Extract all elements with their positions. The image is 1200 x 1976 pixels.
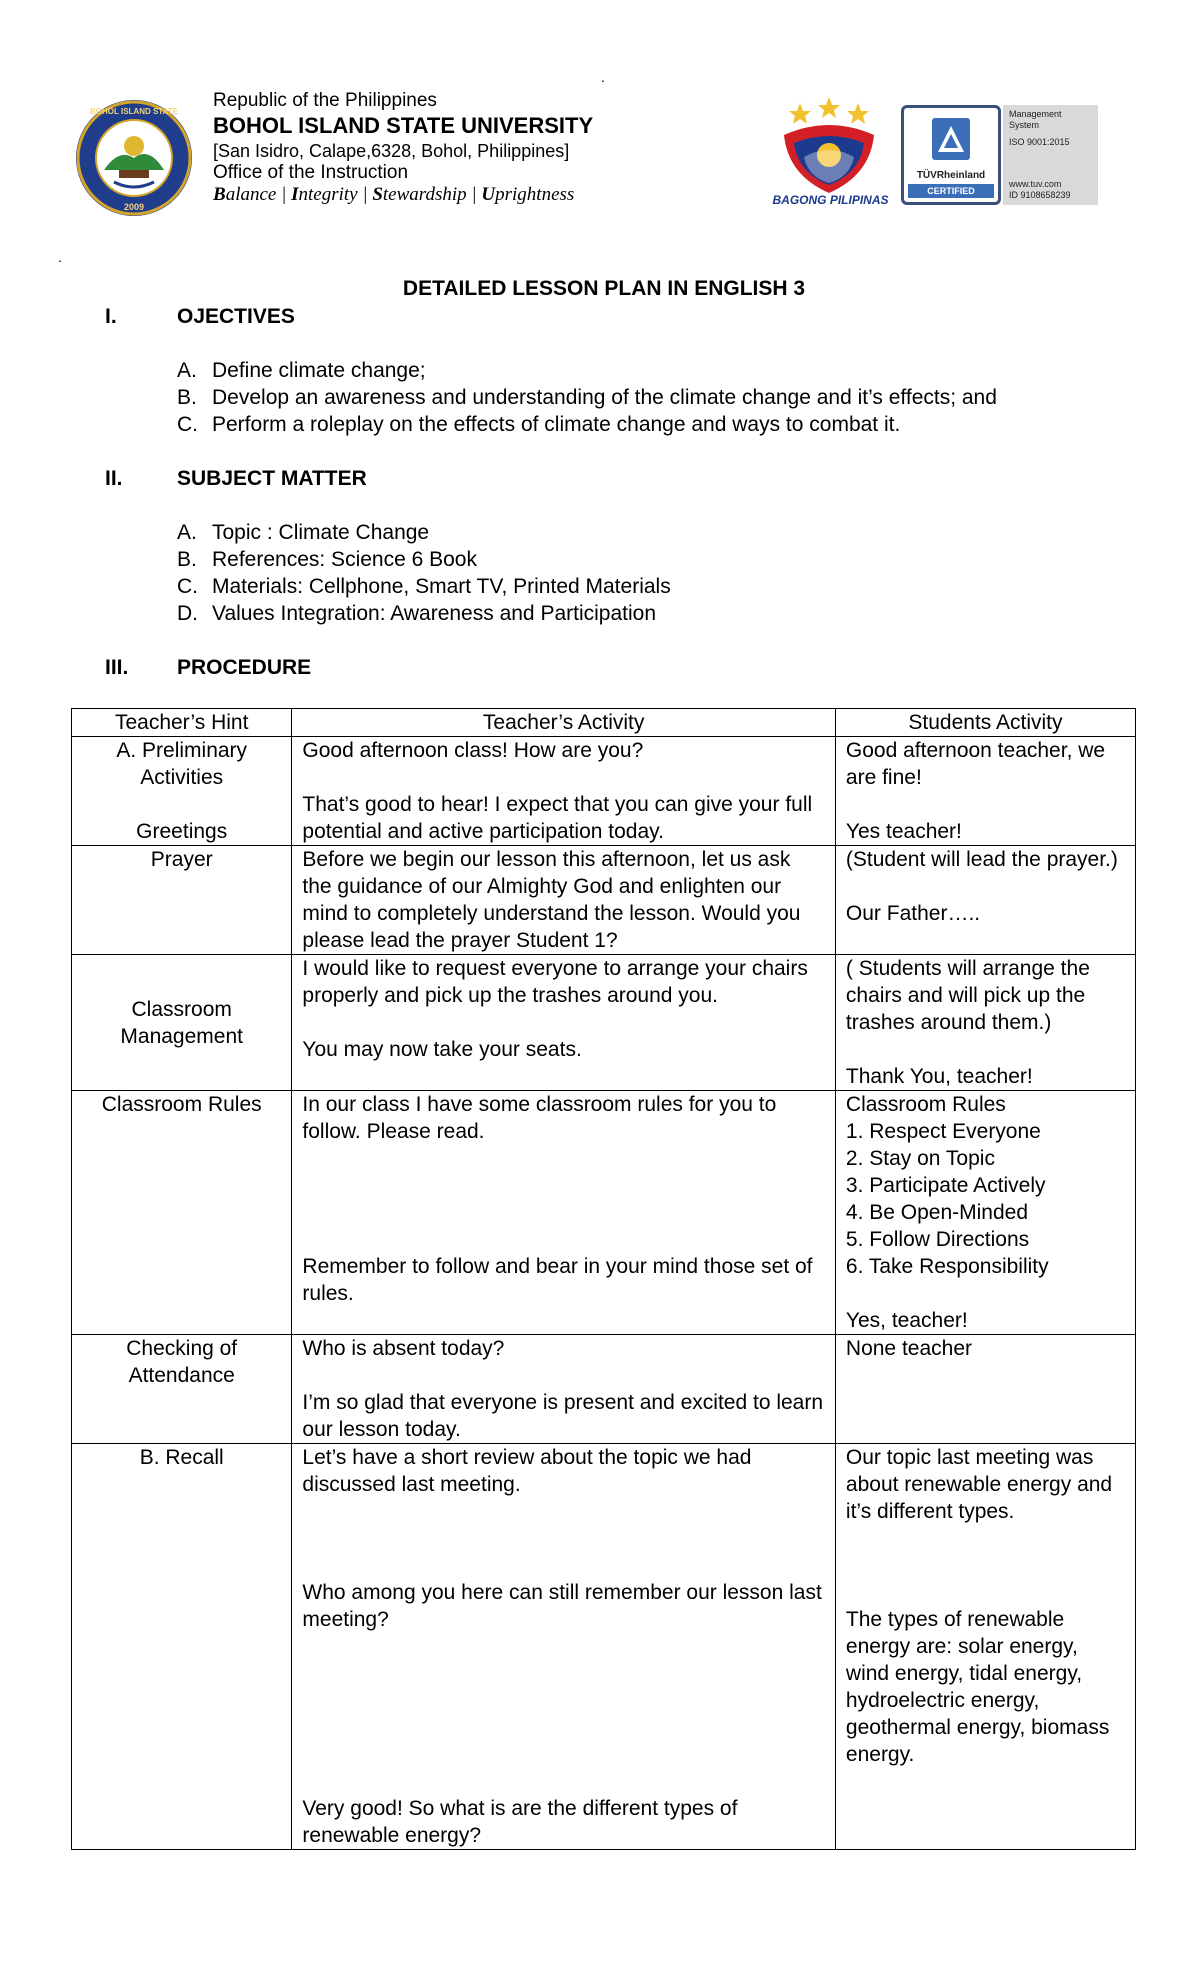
column-header-teacher: Teacher’s Activity	[292, 709, 836, 737]
bagong-pilipinas-label: BAGONG PILIPINAS	[772, 193, 889, 207]
procedure-title: PROCEDURE	[177, 656, 312, 679]
teacher-activity-attendance: Who is absent today? I’m so glad that everyone is present and excited to learn our lesson today.	[292, 1335, 836, 1444]
student-activity-greetings: Good afternoon teacher, we are fine! Yes teacher!	[835, 737, 1135, 846]
objectives-list	[177, 357, 997, 438]
objectives-title: OJECTIVES	[177, 305, 295, 328]
subject-matter-number: II.	[105, 467, 123, 490]
teacher-activity-prayer: Before we begin our lesson this afternoon, let us ask the guidance of our Almighty God and enlighten our mind to completely understand the lesson. Would you please lead the prayer Student 1?	[292, 846, 836, 955]
list-item: 2. Stay on Topic	[845, 1147, 995, 1170]
table-header-row	[72, 709, 1136, 737]
list-item: 1. Respect Everyone	[845, 1120, 1041, 1143]
hint-greetings: A. Preliminary Activities Greetings	[72, 737, 292, 846]
university-seal-logo	[74, 98, 194, 218]
student-activity-attendance: None teacher	[835, 1335, 1135, 1444]
teacher-activity-greetings: Good afternoon class! How are you? That’s good to hear! I expect that you can give your full potential and active participation today.	[292, 737, 836, 846]
stray-mark-left: .	[58, 249, 62, 265]
list-item: C. Perform a roleplay on the effects of climate change and ways to combat it.	[177, 413, 901, 436]
tuv-triangle-icon	[904, 108, 998, 170]
list-item: D. Values Integration: Awareness and Participation	[177, 602, 657, 625]
table-row-attendance	[72, 1335, 1136, 1444]
iso-info-panel	[1003, 105, 1098, 205]
tuv-id: ID 9108658239	[1009, 190, 1071, 200]
table-row-prayer	[72, 846, 1136, 955]
hint-prayer: Prayer	[72, 846, 292, 955]
hint-rules: Classroom Rules	[72, 1091, 292, 1335]
list-item: 6. Take Responsibility	[845, 1255, 1049, 1278]
student-activity-recall: Our topic last meeting was about renewable energy and it’s different types. The types of renewable energy are: solar energy, wind energy, tidal energy, hydroelectric energy, geothermal energy, biomass energy.	[835, 1444, 1135, 1850]
tuv-certified-badge	[901, 105, 1001, 205]
office-line: Office of the Instruction	[213, 162, 409, 183]
table-row-greetings	[72, 737, 1136, 846]
bagong-pilipinas-logo	[770, 95, 888, 207]
teacher-activity-recall: Let’s have a short review about the topic we had discussed last meeting. Who among you here can still remember our lesson last meeting? Very good! So what is are the different types of renewable energy?	[292, 1444, 836, 1850]
svg-text:2009: 2009	[123, 202, 145, 212]
lesson-plan-title: DETAILED LESSON PLAN IN ENGLISH 3	[402, 277, 806, 300]
procedure-table	[71, 708, 1136, 1850]
list-item: A. Define climate change;	[177, 359, 426, 382]
stray-mark-top: .	[601, 69, 605, 85]
procedure-number: III.	[105, 656, 129, 679]
iso-label: ISO 9001:2015	[1009, 137, 1070, 147]
tuv-brand: TÜVRheinland	[916, 170, 986, 181]
column-header-hint: Teacher’s Hint	[72, 709, 292, 737]
list-item: 4. Be Open-Minded	[845, 1201, 1029, 1224]
list-item: 5. Follow Directions	[845, 1228, 1030, 1251]
teacher-activity-rules: In our class I have some classroom rules for you to follow. Please read. Remember to follow and bear in your mind those set of rules.	[292, 1091, 836, 1335]
table-row-rules	[72, 1091, 1136, 1335]
hint-management: Classroom Management	[72, 955, 292, 1091]
university-address: [San Isidro, Calape,6328, Bohol, Philippines]	[213, 141, 570, 161]
subject-matter-title: SUBJECT MATTER	[177, 467, 367, 490]
student-activity-prayer: (Student will lead the prayer.) Our Father…..	[835, 846, 1135, 955]
hint-recall: B. Recall	[72, 1444, 292, 1850]
subject-matter-list	[177, 519, 671, 627]
objectives-number: I.	[105, 305, 117, 328]
table-row-management	[72, 955, 1136, 1091]
management-system-label: Management System	[1009, 109, 1062, 130]
hint-attendance: Checking of Attendance	[72, 1335, 292, 1444]
svg-text:BOHOL ISLAND STATE: BOHOL ISLAND STATE	[90, 107, 178, 116]
list-item: C. Materials: Cellphone, Smart TV, Printed Materials	[177, 575, 671, 598]
table-row-recall	[72, 1444, 1136, 1850]
list-item: B. Develop an awareness and understanding of the climate change and it’s effects; and	[177, 386, 997, 409]
list-item: 3. Participate Actively	[845, 1174, 1046, 1197]
header-text-block	[213, 90, 593, 206]
student-activity-management: ( Students will arrange the chairs and will pick up the trashes around them.) Thank You, teacher!	[835, 955, 1135, 1091]
student-activity-rules: Classroom Rules 1. Respect Everyone 2. Stay on Topic 3. Participate Actively 4. Be Open-Minded 5. Follow Directions 6. Take Responsibility Yes, teacher!	[835, 1091, 1135, 1335]
column-header-students: Students Activity	[835, 709, 1135, 737]
list-item: A. Topic : Climate Change	[177, 521, 430, 544]
republic-line: Republic of the Philippines	[213, 90, 437, 111]
tuv-site: www.tuv.com	[1009, 179, 1062, 189]
teacher-activity-management: I would like to request everyone to arrange your chairs properly and pick up the trashes around you. You may now take your seats.	[292, 955, 836, 1091]
tuv-certified-label: CERTIFIED	[908, 184, 994, 198]
university-name: BOHOL ISLAND STATE UNIVERSITY	[213, 113, 594, 138]
university-motto: Balance | Integrity | Stewardship | Uprightness	[213, 184, 575, 205]
list-item: B. References: Science 6 Book	[177, 548, 477, 571]
